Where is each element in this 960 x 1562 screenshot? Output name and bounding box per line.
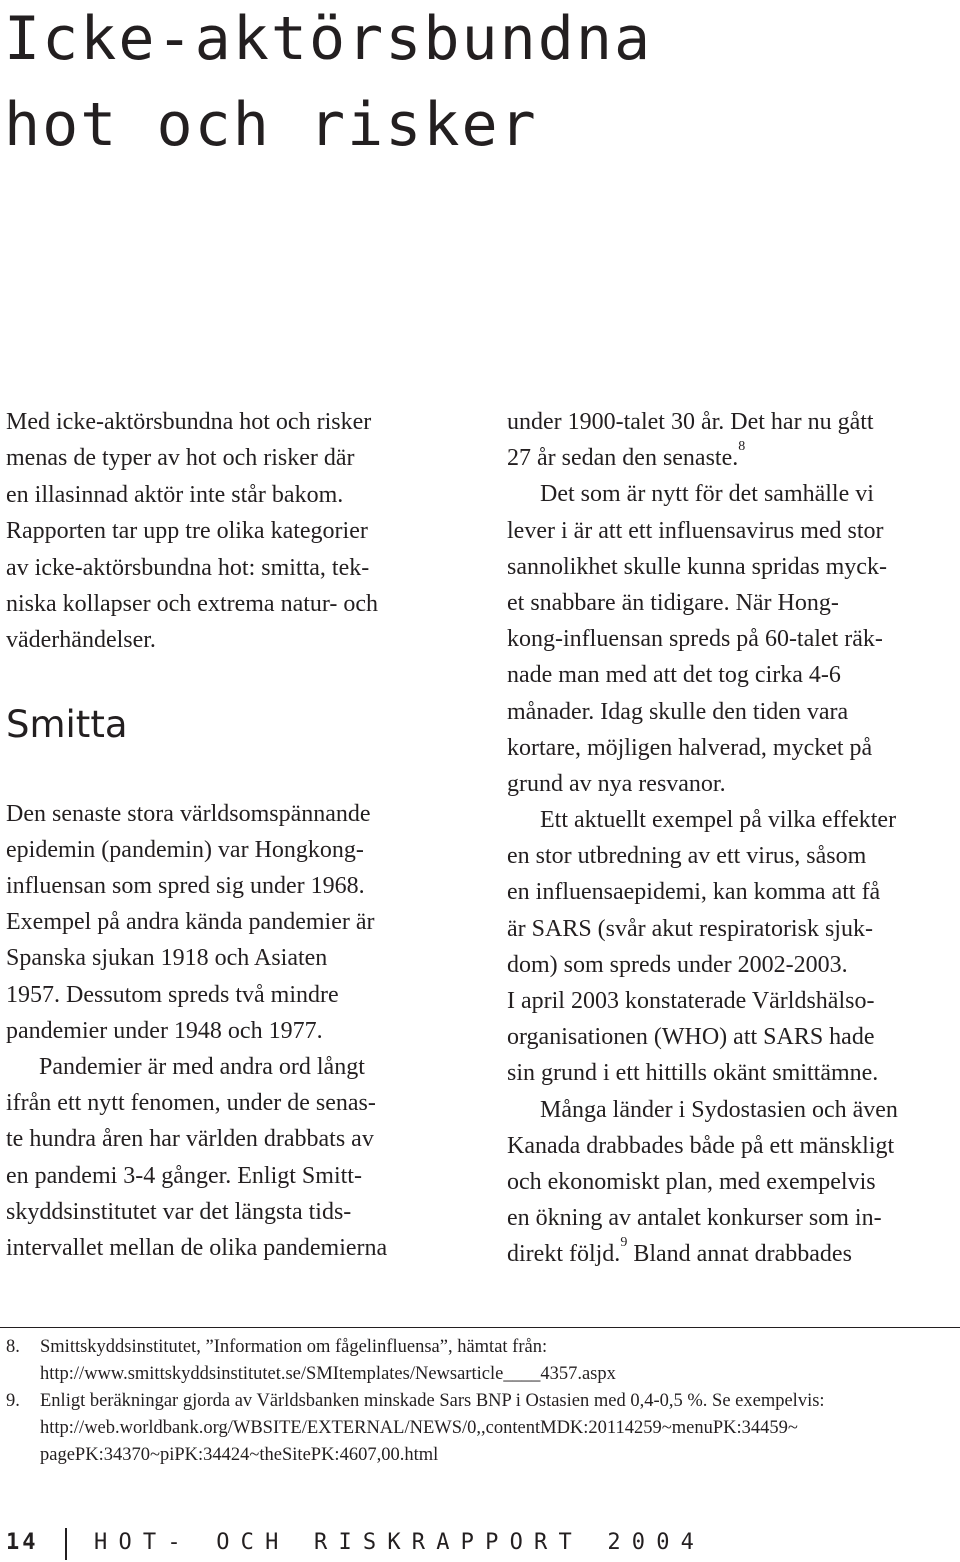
line-text-continued: Bland annat drabbades <box>627 1241 852 1268</box>
line-text: organisationen (WHO) att SARS hade <box>507 1024 875 1051</box>
footnote-line: Smittskyddsinstitutet, ”Information om fågelinfluensa”, hämtat från: <box>40 1337 548 1357</box>
body-line <box>507 911 959 947</box>
footnotes <box>6 1334 956 1469</box>
intro-line: niska kollapser och extrema natur- och <box>6 590 379 617</box>
body-line <box>507 1164 959 1200</box>
intro-line: väderhändelser. <box>6 627 156 654</box>
section-heading: Smitta <box>6 702 128 746</box>
page-number: 14 <box>6 1530 39 1555</box>
line-text: influensan som spred sig under 1968. <box>6 873 365 900</box>
footnote-line: pagePK:34370~piPK:34424~theSitePK:4607,00.html <box>40 1445 439 1465</box>
line-text: et snabbare än tidigare. När Hong- <box>507 589 839 616</box>
line-text: månader. Idag skulle den tiden vara <box>507 698 849 725</box>
line-text: är SARS (svår akut respiratorisk sjuk- <box>507 915 873 942</box>
footnote-text <box>40 1388 825 1469</box>
line-text: under 1900-talet 30 år. Det har nu gått <box>507 409 874 435</box>
left-column <box>6 404 468 1266</box>
line-text: I april 2003 konstaterade Världshälso- <box>507 988 875 1014</box>
body-line <box>507 874 959 910</box>
line-text: 27 år sedan den senaste. <box>507 445 739 472</box>
right-column <box>507 404 959 1273</box>
body-line <box>507 1055 959 1091</box>
intro-line: Rapporten tar upp tre olika kategorier <box>6 518 368 545</box>
line-text: kong-influensan spreds på 60-talet räk- <box>507 626 883 653</box>
title-line-1: Icke-aktörsbundna <box>4 4 653 74</box>
line-text: en pandemi 3-4 gånger. Enligt Smitt- <box>6 1162 362 1189</box>
line-text: dom) som spreds under 2002-2003. <box>507 951 848 978</box>
body-line <box>507 802 959 838</box>
title-line-2: hot och risker <box>4 90 538 160</box>
line-text: epidemin (pandemin) var Hongkong- <box>6 836 364 863</box>
line-text: en influensaepidemi, kan komma att få <box>507 879 881 906</box>
line-text: Ett aktuellt exempel på vilka effekter <box>540 807 897 834</box>
line-text: te hundra åren har världen drabbats av <box>6 1126 374 1153</box>
body-line <box>507 404 959 440</box>
intro-line: en illasinnad aktör inte står bakom. <box>6 481 344 508</box>
footnote-number: 8. <box>6 1337 20 1357</box>
body-line <box>507 513 959 549</box>
line-text: Spanska sjukan 1918 och Asiaten <box>6 945 328 972</box>
body-line <box>507 1092 959 1128</box>
body-line <box>507 1019 959 1055</box>
footnote-line: http://www.smittskyddsinstitutet.se/SMItemplates/Newsarticle____4357.aspx <box>40 1364 616 1384</box>
line-text: nade man med att det tog cirka 4-6 <box>507 662 841 689</box>
body-line <box>507 476 959 512</box>
intro-line: av icke-aktörsbundna hot: smitta, tek- <box>6 554 370 581</box>
footnote <box>6 1388 956 1469</box>
body-line <box>6 868 468 904</box>
body-line <box>6 1158 468 1194</box>
line-text: ifrån ett nytt fenomen, under de senas- <box>6 1090 376 1117</box>
body-line <box>6 1230 468 1266</box>
body-line <box>6 796 468 832</box>
footnote-reference: 9 <box>620 1235 628 1251</box>
body-line <box>6 1194 468 1230</box>
footnote <box>6 1334 956 1388</box>
footnote-line: Enligt beräkningar gjorda av Världsbanken minskade Sars BNP i Ostasien med 0,4-0,5 %. Se exempelvis: <box>40 1391 825 1411</box>
footnote-divider <box>0 1327 960 1328</box>
line-text: skyddsinstitutet var det längsta tids- <box>6 1198 352 1225</box>
body-line <box>507 983 959 1019</box>
line-text: intervallet mellan de olika pandemierna <box>6 1234 388 1261</box>
body-line <box>507 621 959 657</box>
body-line <box>507 657 959 693</box>
footnote-line: http://web.worldbank.org/WBSITE/EXTERNAL/NEWS/0,,contentMDK:20114259~menuPK:34459~ <box>40 1418 798 1438</box>
line-text: 1957. Dessutom spreds två mindre <box>6 981 339 1008</box>
line-text: pandemier under 1948 och 1977. <box>6 1017 323 1044</box>
intro-paragraph <box>6 404 468 659</box>
footnote-text <box>40 1334 616 1388</box>
line-text: Många länder i Sydostasien och även <box>540 1096 898 1123</box>
line-text: Kanada drabbades både på ett mänskligt <box>507 1132 895 1159</box>
body-line <box>6 1121 468 1157</box>
body-line <box>6 832 468 868</box>
line-text: sannolikhet skulle kunna spridas myck- <box>507 553 887 580</box>
line-text: en ökning av antalet konkurser som in- <box>507 1205 882 1232</box>
line-text: direkt följd. <box>507 1241 621 1268</box>
body-line <box>6 977 468 1013</box>
body-line <box>507 947 959 983</box>
body-line <box>507 440 959 476</box>
body-line <box>507 549 959 585</box>
body-line <box>507 585 959 621</box>
section-body <box>6 796 468 1266</box>
body-line <box>507 730 959 766</box>
body-line <box>507 766 959 802</box>
body-line <box>6 904 468 940</box>
intro-line: menas de typer av hot och risker där <box>6 445 355 472</box>
line-text: Exempel på andra kända pandemier är <box>6 909 375 936</box>
line-text: sin grund i ett hittills okänt smittämne. <box>507 1060 879 1087</box>
body-line <box>6 1085 468 1121</box>
page-title <box>4 0 652 168</box>
body-line <box>6 940 468 976</box>
page-footer <box>0 1528 960 1562</box>
line-text: Den senaste stora världsomspännande <box>6 800 371 827</box>
body-line <box>507 1128 959 1164</box>
line-text: grund av nya resvanor. <box>507 770 726 797</box>
line-text: lever i är att ett influensavirus med stor <box>507 517 884 544</box>
line-text: en stor utbredning av ett virus, såsom <box>507 843 867 870</box>
running-title: HOT- OCH RISKRAPPORT 2004 <box>94 1530 706 1555</box>
footer-divider <box>65 1528 67 1560</box>
body-line <box>507 1236 959 1272</box>
body-line <box>507 838 959 874</box>
body-line <box>6 1049 468 1085</box>
body-line <box>507 1200 959 1236</box>
body-line <box>6 1013 468 1049</box>
intro-line: Med icke-aktörsbundna hot och risker <box>6 409 372 435</box>
line-text: och ekonomiskt plan, med exempelvis <box>507 1168 876 1195</box>
line-text: Pandemier är med andra ord långt <box>39 1054 365 1081</box>
footnote-number: 9. <box>6 1391 20 1411</box>
body-line <box>507 694 959 730</box>
line-text: kortare, möjligen halverad, mycket på <box>507 734 873 761</box>
line-text: Det som är nytt för det samhälle vi <box>540 481 874 508</box>
footnote-reference: 8 <box>738 439 746 455</box>
